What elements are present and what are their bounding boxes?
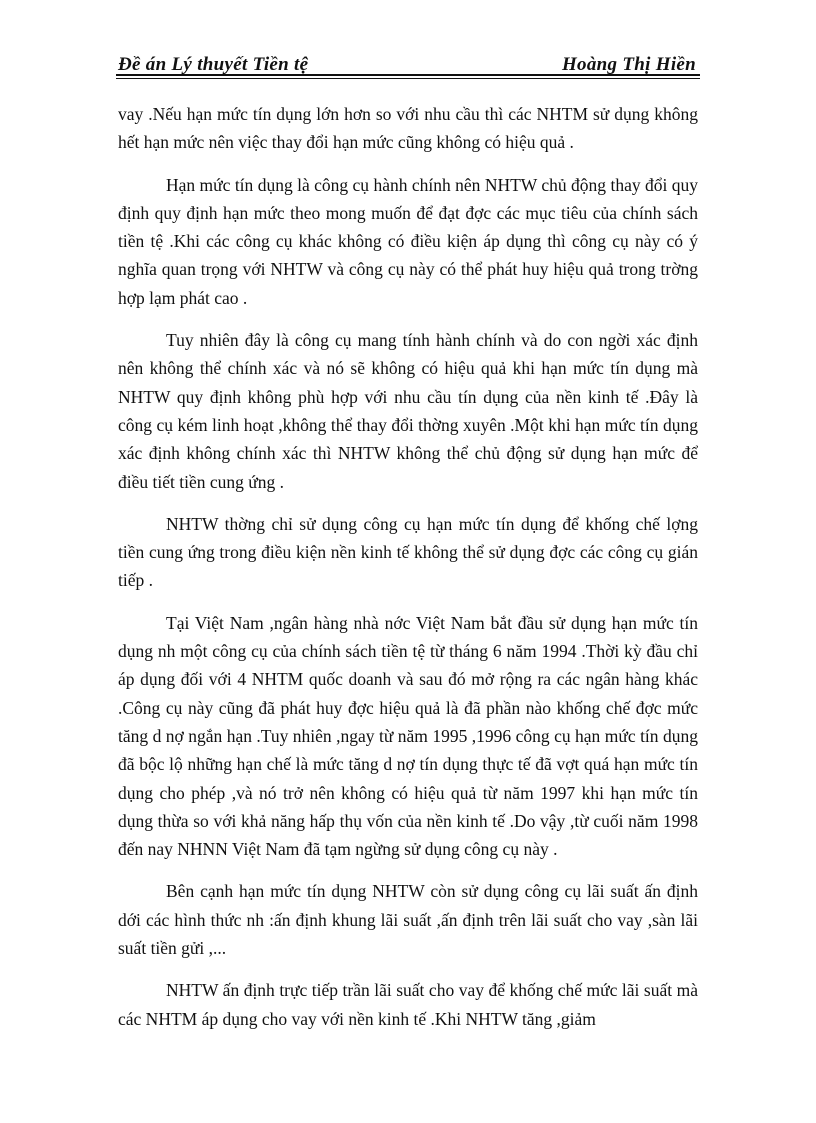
- header-rule-thin: [116, 78, 700, 79]
- header-rule: [116, 74, 700, 76]
- page-header: [116, 52, 700, 78]
- document-body: [118, 100, 698, 1047]
- paragraph-continuation: vay .Nếu hạn mức tín dụng lớn hơn so với nhu cầu thì các NHTM sử dụng không hết hạn mức nên việc thay đổi hạn mức cũng không có hiệu quả .: [118, 104, 698, 153]
- paragraph: Tuy nhiên đây là công cụ mang tính hành chính và do con ngời xác định nên không thể chính xác và nó sẽ không có hiệu quả khi hạn mức tín dụng mà NHTW quy định không phù hợp với nhu cầu tín dụng của nền kinh tế .Đây là công cụ kém linh hoạt ,không thể thay đổi thờng xuyên .Một khi hạn mức tín dụng xác định không chính xác thì NHTW không thể chủ động sử dụng hạn mức để điều tiết tiền cung ứng .: [118, 330, 698, 492]
- paragraph: Tại Việt Nam ,ngân hàng nhà nớc Việt Nam bắt đầu sử dụng hạn mức tín dụng nh một công cụ của chính sách tiền tệ từ tháng 6 năm 1994 .Thời kỳ đầu chỉ áp dụng đối với 4 NHTM quốc doanh và sau đó mở rộng ra các ngân hàng khác .Công cụ này cũng đã phát huy đợc hiệu quả là đã phần nào khống chế đợc mức tăng d nợ ngắn hạn .Tuy nhiên ,ngay từ năm 1995 ,1996 công cụ hạn mức tín dụng đã bộc lộ những hạn chế là mức tăng d nợ tín dụng thực tế đã vợt quá hạn mức tín dụng cho phép ,và nó trở nên không có hiệu quả từ năm 1997 khi hạn mức tín dụng thừa so với khả năng hấp thụ vốn của nền kinh tế .Do vậy ,từ cuối năm 1998 đến nay NHNN Việt Nam đã tạm ngừng sử dụng công cụ này .: [118, 612, 698, 860]
- header-author-name: Hoàng Thị Hiền: [561, 54, 696, 75]
- paragraph: NHTW ấn định trực tiếp trần lãi suất cho vay để khống chế mức lãi suất mà các NHTM áp dụng cho vay với nền kinh tế .Khi NHTW tăng ,giảm: [118, 980, 698, 1029]
- paragraph: Hạn mức tín dụng là công cụ hành chính nên NHTW chủ động thay đổi quy định quy định hạn mức theo mong muốn để đạt đợc các mục tiêu của chính sách tiền tệ .Khi các công cụ khác không có điều kiện áp dụng thì công cụ này có ý nghĩa quan trọng với NHTW và công cụ này có thể phát huy hiệu quả trong trờng hợp lạm phát cao .: [118, 174, 698, 308]
- paragraph: Bên cạnh hạn mức tín dụng NHTW còn sử dụng công cụ lãi suất ấn định dới các hình thức nh :ấn định khung lãi suất ,ấn định trên lãi suất cho vay ,sàn lãi suất tiền gửi ,...: [118, 881, 698, 959]
- paragraph: NHTW thờng chỉ sử dụng công cụ hạn mức tín dụng để khống chế lợng tiền cung ứng trong điều kiện nền kinh tế không thể sử dụng đợc các công cụ gián tiếp .: [118, 513, 698, 591]
- header-document-title: Đề án Lý thuyết Tiền tệ: [118, 54, 309, 75]
